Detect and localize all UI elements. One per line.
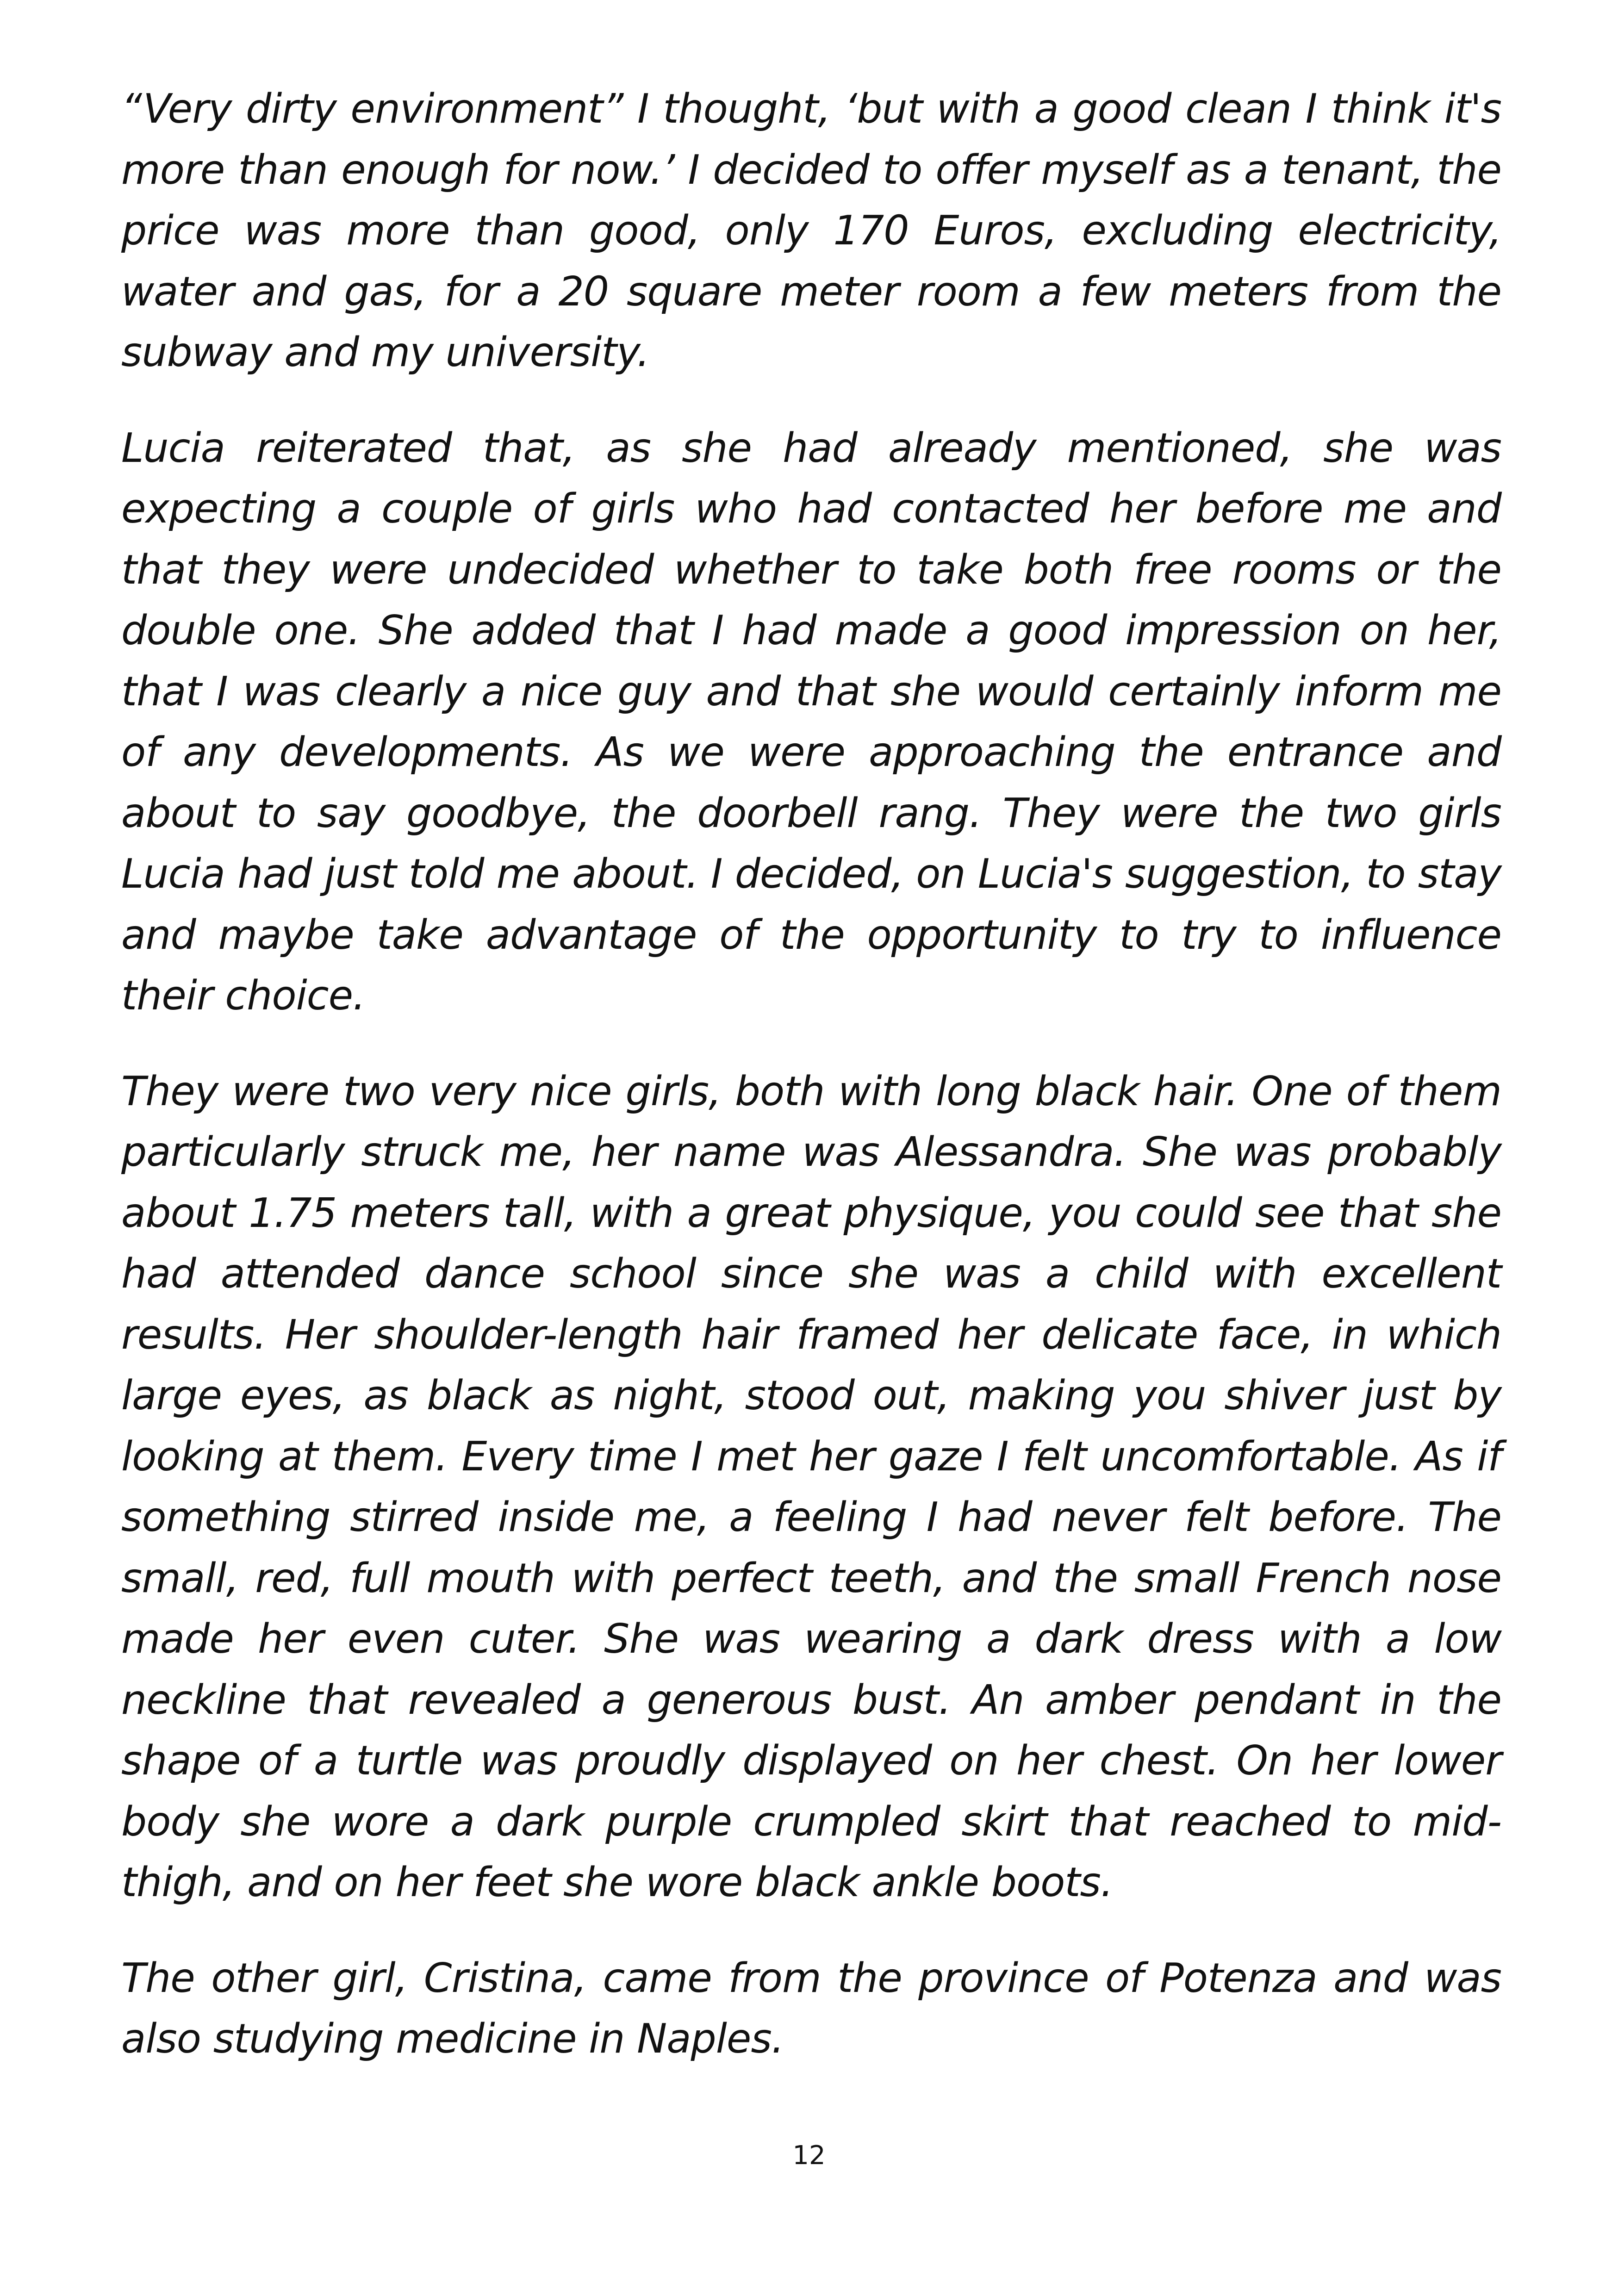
paragraph-1: “Very dirty environment” I thought, ‘but with a good clean I think it's more than enough for now.’ I decided to offer myself as a tenant, the price was more than good, only 170 Euros, excluding electricity, water and gas, for a 20 square meter room a few meters from the subway and my university. <box>121 85 1501 376</box>
paragraph-2: Lucia reiterated that, as she had already mentioned, she was expecting a couple of girls who had contacted her before me and that they were undecided whether to take both free rooms or the double one. She added that I had made a good impression on her, that I was clearly a nice guy and that she would certainly inform me of any developments. As we were approaching the entrance and about to say goodbye, the doorbell rang. They were the two girls Lucia had just told me about. I decided, on Lucia's suggestion, to stay and maybe take advantage of the opportunity to try to influence their choice. <box>121 424 1501 1019</box>
paragraph-4: The other girl, Cristina, came from the province of Potenza and was also studying medicine in Naples. <box>121 1954 1501 2062</box>
body-text <box>121 79 1501 2104</box>
paragraph-3: They were two very nice girls, both with long black hair. One of them particularly struck me, her name was Alessandra. She was probably about 1.75 meters tall, with a great physique, you could see that she had attended dance school since she was a child with excellent results. Her shoulder-length hair framed her delicate face, in which large eyes, as black as night, stood out, making you shiver just by looking at them. Every time I met her gaze I felt uncomfortable. As if something stirred inside me, a feeling I had never felt before. The small, red, full mouth with perfect teeth, and the small French nose made her even cuter. She was wearing a dark dress with a low neckline that revealed a generous bust. An amber pendant in the shape of a turtle was proudly displayed on her chest. On her lower body she wore a dark purple crumpled skirt that reached to mid-thigh, and on her feet she wore black ankle boots. <box>121 1067 1501 1906</box>
page-number: 12 <box>792 2140 826 2171</box>
